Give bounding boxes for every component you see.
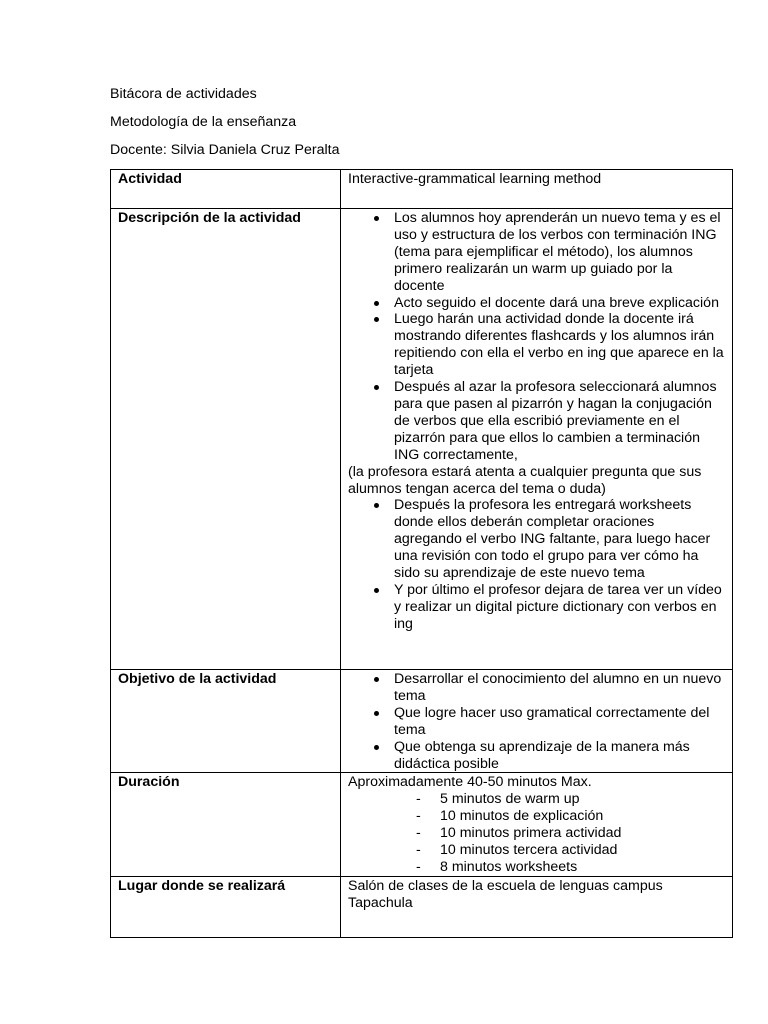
list-item: - 8 minutos worksheets	[440, 859, 726, 876]
row-actividad	[111, 170, 733, 209]
list-item: - 10 minutos primera actividad	[440, 825, 726, 842]
activity-log-table	[110, 169, 733, 938]
value-lugar: Salón de clases de la escuela de lenguas campus Tapachula	[341, 876, 733, 937]
value-objetivo	[341, 670, 733, 773]
duration-list	[348, 791, 726, 876]
row-descripcion	[111, 209, 733, 670]
list-item: Que obtenga su aprendizaje de la manera más didáctica posible	[394, 739, 726, 773]
list-item: Acto seguido el docente dará una breve explicación	[394, 295, 726, 312]
list-item: Y por último el profesor dejara de tarea ver un vídeo y realizar un digital picture dictionary con verbos en ing	[394, 582, 726, 633]
list-item: - 10 minutos tercera actividad	[440, 842, 726, 859]
label-duracion: Duración	[111, 773, 341, 876]
list-item: - 5 minutos de warm up	[440, 791, 726, 808]
description-list-b	[348, 497, 726, 632]
row-objetivo	[111, 670, 733, 773]
objective-list	[348, 671, 726, 772]
row-duracion	[111, 773, 733, 876]
list-item: Desarrollar el conocimiento del alumno en un nuevo tema	[394, 671, 726, 705]
teacher-name: Docente: Silvia Daniela Cruz Peralta	[110, 142, 340, 158]
list-item: Que logre hacer uso gramatical correctamente del tema	[394, 705, 726, 739]
description-list-a	[348, 210, 726, 464]
label-descripcion: Descripción de la actividad	[111, 209, 341, 670]
description-note: (la profesora estará atenta a cualquier pregunta que sus alumnos tengan acerca del tema o duda)	[348, 463, 702, 497]
list-item: Después la profesora les entregará worksheets donde ellos deberán completar oraciones agregando el verbo ING faltante, para luego hacer una revisión con todo el grupo para ver cómo ha sido su aprendizaje de este nuevo tema	[394, 497, 726, 582]
list-item: Los alumnos hoy aprenderán un nuevo tema y es el uso y estructura de los verbos con terminación ING (tema para ejemplificar el método), los alumnos primero realizarán un warm up guiado por la docente	[394, 210, 726, 295]
duration-intro: Aproximadamente 40-50 minutos Max.	[348, 774, 592, 791]
row-lugar	[111, 876, 733, 937]
label-lugar: Lugar donde se realizará	[111, 876, 341, 937]
value-duracion	[341, 773, 733, 876]
list-item: - 10 minutos de explicación	[440, 808, 726, 825]
label-actividad: Actividad	[111, 170, 341, 209]
doc-title: Bitácora de actividades	[110, 86, 257, 102]
course-name: Metodología de la enseñanza	[110, 114, 297, 130]
list-item: Después al azar la profesora seleccionará alumnos para que pasen al pizarrón y hagan la conjugación de verbos que ella escribió previamente en el pizarrón para que ellos lo cambien a terminación ING correctamente,	[394, 379, 726, 464]
label-objetivo: Objetivo de la actividad	[111, 670, 341, 773]
value-descripcion	[341, 209, 733, 670]
value-actividad: Interactive-grammatical learning method	[341, 170, 733, 209]
list-item: Luego harán una actividad donde la docente irá mostrando diferentes flashcards y los alumnos irán repitiendo con ella el verbo en ing que aparece en la tarjeta	[394, 311, 726, 379]
